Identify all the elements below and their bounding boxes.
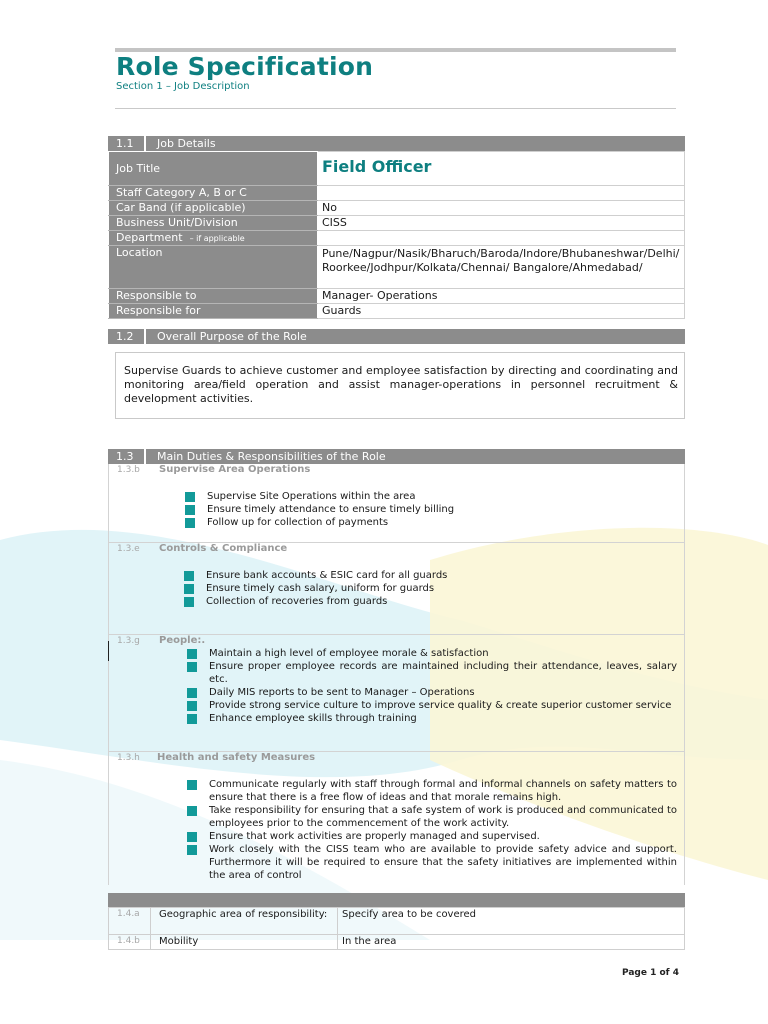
section-number: 1.1 [108,136,146,151]
list-item-text: Enhance employee skills through training [209,713,417,724]
row-label: Geographic area of responsibility: [151,908,338,935]
list-item [185,503,585,516]
list-item [187,660,677,686]
section-header [108,449,685,464]
row-value [318,186,685,201]
row-label-suffix: – if applicable [189,234,245,243]
list-item [187,699,677,712]
list-item-text: Communicate regularly with staff through formal and informal channels on safety matters to ensure that there is a free flow of ideas and that morale remains high. [209,779,677,803]
duty-block [108,464,685,543]
duty-block [108,635,685,752]
page-title: Role Specification [116,52,374,81]
bullet-square-icon [187,701,197,711]
table-row [109,246,685,289]
title-rule [115,108,676,109]
duty-number: 1.3.b [117,465,140,475]
duty-list [184,569,584,608]
row-value: Manager- Operations [318,289,685,304]
duty-number: 1.3.h [117,753,140,763]
duty-title: Supervise Area Operations [159,464,311,475]
list-item-text: Ensure timely cash salary, uniform for guards [206,583,435,594]
list-item-text: Follow up for collection of payments [207,517,389,528]
list-item-text: Maintain a high level of employee morale & satisfaction [209,648,489,659]
list-item [184,582,584,595]
duty-block [108,543,685,635]
table-row [109,935,685,950]
list-item [187,804,677,830]
section-heading: Job Details [157,137,216,150]
bullet-square-icon [187,714,197,724]
location-value: Pune/Nagpur/Nasik/Bharuch/Baroda/Indore/Bhubaneshwar/Delhi/Roorkee/Jodhpur/Kolkata/Chennai/ Bangalore/Ahmedabad/ [318,246,685,289]
table-row [109,201,685,216]
purpose-text: Supervise Guards to achieve customer and employee satisfaction by directing and coordinating and monitoring area/field operation and assist manager-operations in personnel recruitment & development activities. [115,352,685,419]
row-label: Car Band (if applicable) [109,201,318,216]
bullet-square-icon [184,584,194,594]
row-label-cell [109,231,318,246]
duty-block [108,752,685,885]
list-item [184,595,584,608]
row-number: 1.4.b [109,935,151,950]
row-label: Responsible for [109,304,318,319]
row-number: 1.4.a [109,908,151,935]
row-value: Guards [318,304,685,319]
row-label: Department [116,231,183,244]
list-item [187,778,677,804]
row-label: Responsible to [109,289,318,304]
list-item [187,686,677,699]
list-item [185,490,585,503]
job-details-table [108,151,685,319]
duty-number: 1.3.e [117,544,140,554]
list-item [187,830,677,843]
section-header [108,329,685,344]
bullet-square-icon [184,571,194,581]
text-cursor-mark [108,641,109,661]
list-item-text: Provide strong service culture to improve service quality & create superior customer service [209,700,672,711]
list-item [187,843,677,882]
list-item-text: Supervise Site Operations within the area [207,491,416,502]
job-title-value: Field Officer [322,157,432,176]
list-item-text: Take responsibility for ensuring that a safe system of work is produced and communicated to employees prior to the commencement of the work activity. [209,805,677,829]
bullet-square-icon [185,505,195,515]
table-row [109,304,685,319]
section-number: 1.3 [108,449,146,464]
row-value [318,231,685,246]
bullet-square-icon [187,832,197,842]
table-row [109,289,685,304]
table-row [109,216,685,231]
bullet-square-icon [185,492,195,502]
list-item [187,712,677,725]
list-item-text: Ensure proper employee records are maintained including their attendance, leaves, salary etc. [209,661,677,685]
bullet-square-icon [187,649,197,659]
duty-number: 1.3.g [117,636,140,646]
table-row [109,186,685,201]
job-details-section [108,136,685,319]
row-value: In the area [338,935,685,950]
row-label: Job Title [109,152,318,186]
section-heading: Overall Purpose of the Role [157,330,307,343]
scope-table [108,907,685,950]
page-subtitle: Section 1 – Job Description [116,81,250,92]
purpose-section [108,329,685,419]
row-label: Staff Category A, B or C [109,186,318,201]
bullet-square-icon [185,518,195,528]
list-item-text: Ensure that work activities are properly managed and supervised. [209,831,540,842]
list-item-text: Ensure timely attendance to ensure timely billing [207,504,455,515]
duty-title: Health and safety Measures [157,752,316,763]
section-header-bar [108,893,685,907]
row-value: No [318,201,685,216]
row-label: Mobility [151,935,338,950]
table-row [109,152,685,186]
scope-section [108,893,685,950]
row-value: Specify area to be covered [338,908,685,935]
row-label: Location [109,246,318,289]
list-item-text: Work closely with the CISS team who are available to provide safety advice and support. Furthermore it will be required to ensure that the safety initiatives are implemented within the area of control [209,844,677,881]
duties-section [108,449,685,885]
table-row [109,908,685,935]
bullet-square-icon [187,780,197,790]
list-item [184,569,584,582]
row-value-cell [318,152,685,186]
row-label: Business Unit/Division [109,216,318,231]
list-item-text: Collection of recoveries from guards [206,596,388,607]
row-value: CISS [318,216,685,231]
section-number: 1.2 [108,329,146,344]
duty-list [187,647,677,725]
list-item [187,647,677,660]
duty-title: Controls & Compliance [159,543,288,554]
bullet-square-icon [184,597,194,607]
list-item-text: Daily MIS reports to be sent to Manager – Operations [209,687,475,698]
bullet-square-icon [187,806,197,816]
bullet-square-icon [187,845,197,855]
page-number: Page 1 of 4 [622,968,679,978]
duty-list [185,490,585,529]
duty-title: People:. [159,635,206,646]
bullet-square-icon [187,688,197,698]
list-item-text: Ensure bank accounts & ESIC card for all guards [206,570,448,581]
section-header [108,136,685,151]
table-row [109,231,685,246]
list-item [185,516,585,529]
section-heading: Main Duties & Responsibilities of the Role [157,450,386,463]
bullet-square-icon [187,662,197,672]
duty-list [187,778,677,882]
